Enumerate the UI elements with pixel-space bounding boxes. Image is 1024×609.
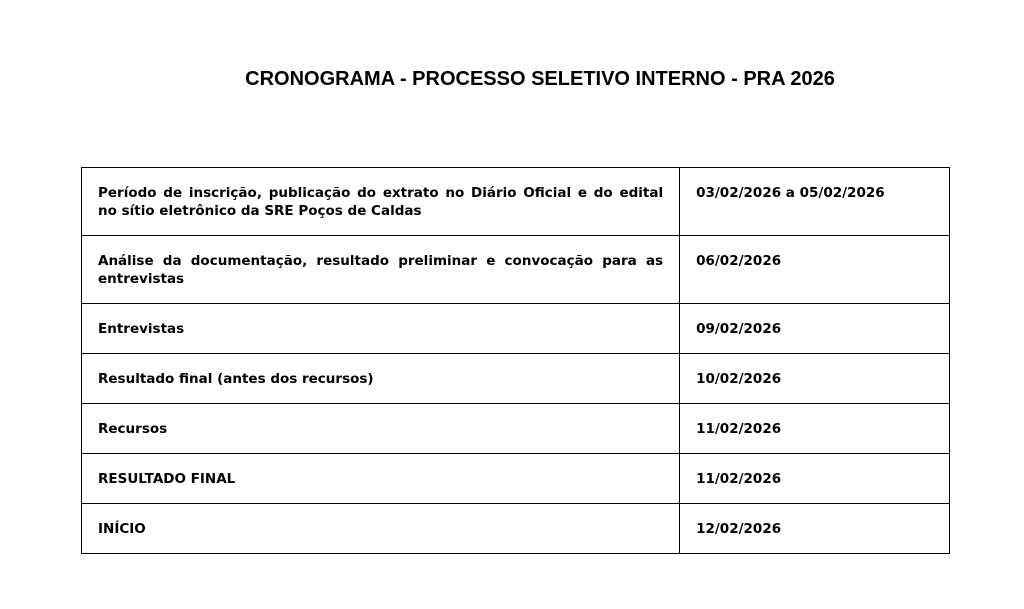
- date-cell: 03/02/2026 a 05/02/2026: [680, 168, 950, 236]
- table-row: [82, 304, 950, 354]
- activity-cell: Resultado final (antes dos recursos): [82, 354, 680, 404]
- date-cell: 09/02/2026: [680, 304, 950, 354]
- date-cell: 10/02/2026: [680, 354, 950, 404]
- table-row: [82, 454, 950, 504]
- table-row: [82, 168, 950, 236]
- date-cell: 11/02/2026: [680, 454, 950, 504]
- activity-cell: RESULTADO FINAL: [82, 454, 680, 504]
- table-row: [82, 504, 950, 554]
- table-row: [82, 236, 950, 304]
- date-cell: 06/02/2026: [680, 236, 950, 304]
- activity-cell: INÍCIO: [82, 504, 680, 554]
- date-cell: 11/02/2026: [680, 404, 950, 454]
- activity-cell: Análise da documentação, resultado preliminar e convocação para as entrevistas: [82, 236, 680, 304]
- schedule-table: [81, 167, 950, 554]
- page-title: CRONOGRAMA - PROCESSO SELETIVO INTERNO - PRA 2026: [245, 68, 835, 90]
- date-cell: 12/02/2026: [680, 504, 950, 554]
- activity-cell: Período de inscrição, publicação do extrato no Diário Oficial e do edital no sítio eletrônico da SRE Poços de Caldas: [82, 168, 680, 236]
- table-row: [82, 404, 950, 454]
- table-row: [82, 354, 950, 404]
- activity-cell: Recursos: [82, 404, 680, 454]
- activity-cell: Entrevistas: [82, 304, 680, 354]
